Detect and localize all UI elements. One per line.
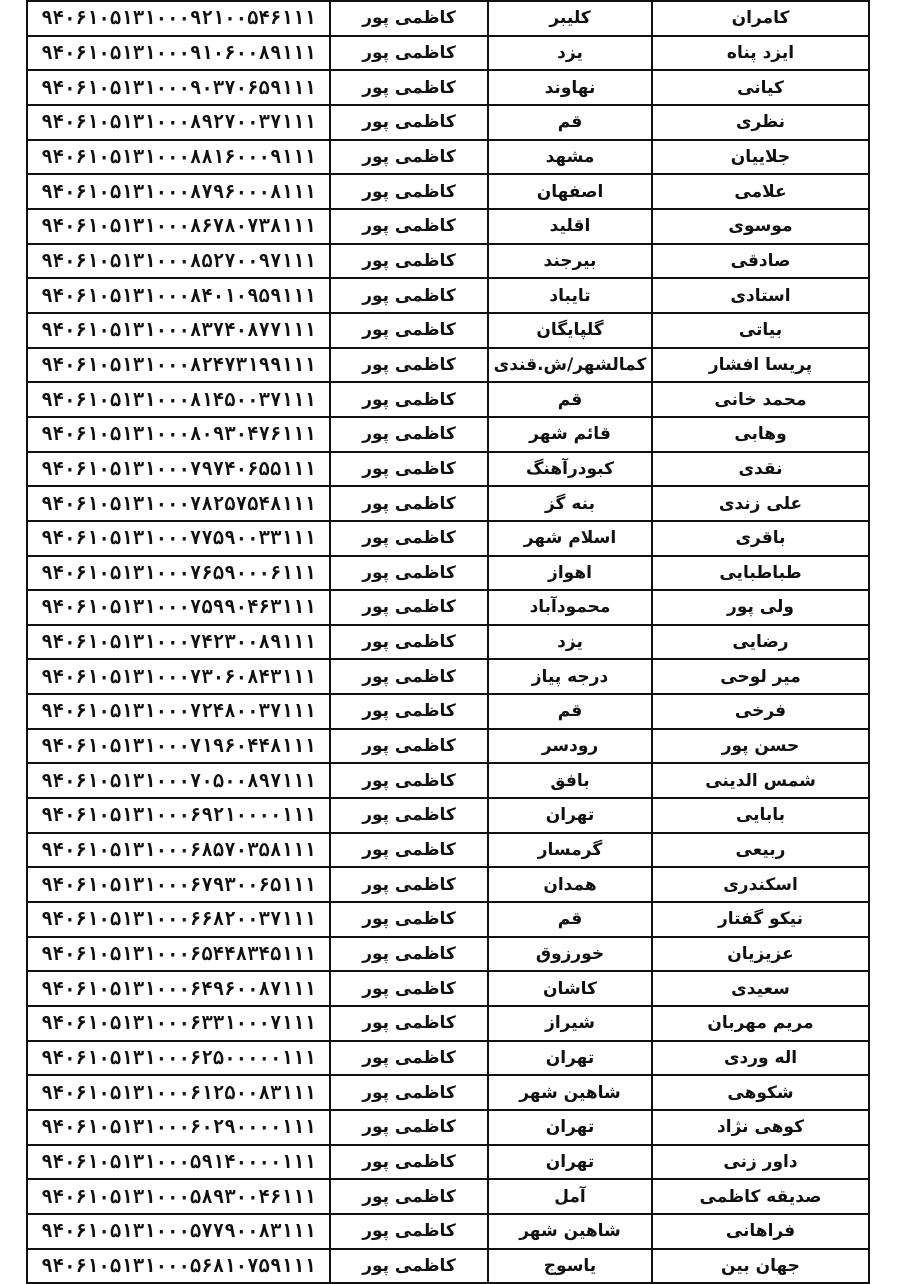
name-cell: داور زنی [652, 1145, 869, 1180]
agent-cell: کاظمی پور [330, 1249, 488, 1284]
agent-cell: کاظمی پور [330, 937, 488, 972]
code-cell: ۹۴۰۶۱۰۵۱۳۱۰۰۰۶۹۲۱۰۰۰۰۱۱۱ [27, 798, 330, 833]
code-cell: ۹۴۰۶۱۰۵۱۳۱۰۰۰۹۰۳۷۰۶۵۹۱۱۱ [27, 70, 330, 105]
agent-cell: کاظمی پور [330, 105, 488, 140]
name-cell: باقری [652, 521, 869, 556]
agent-cell: کاظمی پور [330, 590, 488, 625]
city-cell: تایباد [488, 278, 652, 313]
city-cell: اقلید [488, 209, 652, 244]
agent-cell: کاظمی پور [330, 798, 488, 833]
table-row [27, 937, 869, 972]
table-row [27, 140, 869, 175]
table-row [27, 902, 869, 937]
code-cell: ۹۴۰۶۱۰۵۱۳۱۰۰۰۶۳۳۱۰۰۰۷۱۱۱ [27, 1006, 330, 1041]
code-cell: ۹۴۰۶۱۰۵۱۳۱۰۰۰۶۵۴۴۸۳۴۵۱۱۱ [27, 937, 330, 972]
table-row [27, 1041, 869, 1076]
table-row [27, 278, 869, 313]
city-cell: همدان [488, 867, 652, 902]
city-cell: گرمسار [488, 833, 652, 868]
code-cell: ۹۴۰۶۱۰۵۱۳۱۰۰۰۷۳۰۶۰۸۴۳۱۱۱ [27, 659, 330, 694]
table-row [27, 521, 869, 556]
code-cell: ۹۴۰۶۱۰۵۱۳۱۰۰۰۷۰۵۰۰۸۹۷۱۱۱ [27, 763, 330, 798]
code-cell: ۹۴۰۶۱۰۵۱۳۱۰۰۰۷۸۲۵۷۵۴۸۱۱۱ [27, 486, 330, 521]
agent-cell: کاظمی پور [330, 209, 488, 244]
table-row [27, 625, 869, 660]
agent-cell: کاظمی پور [330, 763, 488, 798]
name-cell: استادی [652, 278, 869, 313]
records-table [26, 0, 870, 1284]
agent-cell: کاظمی پور [330, 1214, 488, 1249]
name-cell: ولی پور [652, 590, 869, 625]
name-cell: سعیدی [652, 971, 869, 1006]
city-cell: اهواز [488, 556, 652, 591]
agent-cell: کاظمی پور [330, 313, 488, 348]
name-cell: کیانی [652, 70, 869, 105]
name-cell: بیاتی [652, 313, 869, 348]
name-cell: طباطبایی [652, 556, 869, 591]
agent-cell: کاظمی پور [330, 659, 488, 694]
agent-cell: کاظمی پور [330, 36, 488, 71]
agent-cell: کاظمی پور [330, 971, 488, 1006]
city-cell: تهران [488, 1041, 652, 1076]
name-cell: نظری [652, 105, 869, 140]
name-cell: جلاییان [652, 140, 869, 175]
name-cell: کوهی نژاد [652, 1110, 869, 1145]
table-row [27, 244, 869, 279]
city-cell: شاهین شهر [488, 1214, 652, 1249]
name-cell: پریسا افشار [652, 348, 869, 383]
city-cell: تهران [488, 798, 652, 833]
agent-cell: کاظمی پور [330, 902, 488, 937]
name-cell: محمد خانی [652, 382, 869, 417]
table-row [27, 348, 869, 383]
agent-cell: کاظمی پور [330, 833, 488, 868]
name-cell: حسن پور [652, 729, 869, 764]
table-row [27, 867, 869, 902]
code-cell: ۹۴۰۶۱۰۵۱۳۱۰۰۰۵۹۱۴۰۰۰۰۱۱۱ [27, 1145, 330, 1180]
table-row [27, 798, 869, 833]
code-cell: ۹۴۰۶۱۰۵۱۳۱۰۰۰۷۵۹۹۰۴۶۳۱۱۱ [27, 590, 330, 625]
name-cell: وهابی [652, 417, 869, 452]
city-cell: کمالشهر/ش.قندی [488, 348, 652, 383]
agent-cell: کاظمی پور [330, 417, 488, 452]
code-cell: ۹۴۰۶۱۰۵۱۳۱۰۰۰۵۷۷۹۰۰۸۳۱۱۱ [27, 1214, 330, 1249]
agent-cell: کاظمی پور [330, 521, 488, 556]
name-cell: علی زندی [652, 486, 869, 521]
code-cell: ۹۴۰۶۱۰۵۱۳۱۰۰۰۶۷۹۳۰۰۶۵۱۱۱ [27, 867, 330, 902]
code-cell: ۹۴۰۶۱۰۵۱۳۱۰۰۰۸۷۹۶۰۰۰۸۱۱۱ [27, 174, 330, 209]
name-cell: صادقی [652, 244, 869, 279]
city-cell: درجه پیاز [488, 659, 652, 694]
code-cell: ۹۴۰۶۱۰۵۱۳۱۰۰۰۸۴۰۱۰۹۵۹۱۱۱ [27, 278, 330, 313]
table-row [27, 1179, 869, 1214]
code-cell: ۹۴۰۶۱۰۵۱۳۱۰۰۰۷۷۵۹۰۰۳۳۱۱۱ [27, 521, 330, 556]
city-cell: تهران [488, 1145, 652, 1180]
city-cell: محمودآباد [488, 590, 652, 625]
city-cell: کلیبر [488, 1, 652, 36]
city-cell: قم [488, 382, 652, 417]
name-cell: میر لوحی [652, 659, 869, 694]
table-row [27, 105, 869, 140]
table-row [27, 763, 869, 798]
city-cell: شیراز [488, 1006, 652, 1041]
agent-cell: کاظمی پور [330, 1179, 488, 1214]
table-row [27, 590, 869, 625]
city-cell: قم [488, 694, 652, 729]
name-cell: ربیعی [652, 833, 869, 868]
name-cell: موسوی [652, 209, 869, 244]
city-cell: تهران [488, 1110, 652, 1145]
table-row [27, 417, 869, 452]
table-row [27, 1110, 869, 1145]
code-cell: ۹۴۰۶۱۰۵۱۳۱۰۰۰۷۲۴۸۰۰۳۷۱۱۱ [27, 694, 330, 729]
code-cell: ۹۴۰۶۱۰۵۱۳۱۰۰۰۶۴۹۶۰۰۸۷۱۱۱ [27, 971, 330, 1006]
table-row [27, 36, 869, 71]
agent-cell: کاظمی پور [330, 1006, 488, 1041]
city-cell: بنه گز [488, 486, 652, 521]
code-cell: ۹۴۰۶۱۰۵۱۳۱۰۰۰۶۱۲۵۰۰۸۳۱۱۱ [27, 1075, 330, 1110]
name-cell: فراهانی [652, 1214, 869, 1249]
table-row [27, 1006, 869, 1041]
agent-cell: کاظمی پور [330, 694, 488, 729]
agent-cell: کاظمی پور [330, 1, 488, 36]
table-row [27, 1145, 869, 1180]
table-row [27, 729, 869, 764]
agent-cell: کاظمی پور [330, 278, 488, 313]
agent-cell: کاظمی پور [330, 382, 488, 417]
code-cell: ۹۴۰۶۱۰۵۱۳۱۰۰۰۸۱۴۵۰۰۳۷۱۱۱ [27, 382, 330, 417]
agent-cell: کاظمی پور [330, 1110, 488, 1145]
city-cell: یزد [488, 36, 652, 71]
name-cell: اسکندری [652, 867, 869, 902]
table-row [27, 313, 869, 348]
code-cell: ۹۴۰۶۱۰۵۱۳۱۰۰۰۹۱۰۶۰۰۸۹۱۱۱ [27, 36, 330, 71]
agent-cell: کاظمی پور [330, 556, 488, 591]
code-cell: ۹۴۰۶۱۰۵۱۳۱۰۰۰۸۲۴۷۳۱۹۹۱۱۱ [27, 348, 330, 383]
agent-cell: کاظمی پور [330, 1041, 488, 1076]
city-cell: قم [488, 902, 652, 937]
name-cell: نیکو گفتار [652, 902, 869, 937]
city-cell: قائم شهر [488, 417, 652, 452]
city-cell: قم [488, 105, 652, 140]
code-cell: ۹۴۰۶۱۰۵۱۳۱۰۰۰۸۵۲۷۰۰۹۷۱۱۱ [27, 244, 330, 279]
table-row [27, 486, 869, 521]
code-cell: ۹۴۰۶۱۰۵۱۳۱۰۰۰۶۸۵۷۰۳۵۸۱۱۱ [27, 833, 330, 868]
table-row [27, 833, 869, 868]
city-cell: کبودرآهنگ [488, 452, 652, 487]
city-cell: کاشان [488, 971, 652, 1006]
table-row [27, 209, 869, 244]
name-cell: جهان بین [652, 1249, 869, 1284]
city-cell: مشهد [488, 140, 652, 175]
name-cell: شمس الدینی [652, 763, 869, 798]
table-row [27, 1075, 869, 1110]
table-row [27, 971, 869, 1006]
code-cell: ۹۴۰۶۱۰۵۱۳۱۰۰۰۸۳۷۴۰۸۷۷۱۱۱ [27, 313, 330, 348]
table-row [27, 694, 869, 729]
city-cell: شاهین شهر [488, 1075, 652, 1110]
name-cell: ایزد پناه [652, 36, 869, 71]
name-cell: صدیقه کاظمی [652, 1179, 869, 1214]
name-cell: کامران [652, 1, 869, 36]
name-cell: رضایی [652, 625, 869, 660]
code-cell: ۹۴۰۶۱۰۵۱۳۱۰۰۰۸۶۷۸۰۷۳۸۱۱۱ [27, 209, 330, 244]
city-cell: رودسر [488, 729, 652, 764]
agent-cell: کاظمی پور [330, 1075, 488, 1110]
code-cell: ۹۴۰۶۱۰۵۱۳۱۰۰۰۶۰۲۹۰۰۰۰۱۱۱ [27, 1110, 330, 1145]
table-row [27, 1249, 869, 1284]
city-cell: نهاوند [488, 70, 652, 105]
city-cell: گلپایگان [488, 313, 652, 348]
table-row [27, 174, 869, 209]
city-cell: آمل [488, 1179, 652, 1214]
agent-cell: کاظمی پور [330, 867, 488, 902]
city-cell: خورزوق [488, 937, 652, 972]
name-cell: عزیزیان [652, 937, 869, 972]
code-cell: ۹۴۰۶۱۰۵۱۳۱۰۰۰۷۱۹۶۰۴۴۸۱۱۱ [27, 729, 330, 764]
city-cell: یاسوج [488, 1249, 652, 1284]
table-row [27, 1214, 869, 1249]
agent-cell: کاظمی پور [330, 70, 488, 105]
table-row [27, 1, 869, 36]
agent-cell: کاظمی پور [330, 174, 488, 209]
name-cell: مریم مهربان [652, 1006, 869, 1041]
city-cell: بافق [488, 763, 652, 798]
code-cell: ۹۴۰۶۱۰۵۱۳۱۰۰۰۸۸۱۶۰۰۰۹۱۱۱ [27, 140, 330, 175]
records-table-body [27, 1, 869, 1283]
agent-cell: کاظمی پور [330, 625, 488, 660]
name-cell: شکوهی [652, 1075, 869, 1110]
city-cell: بیرجند [488, 244, 652, 279]
code-cell: ۹۴۰۶۱۰۵۱۳۱۰۰۰۸۰۹۳۰۴۷۶۱۱۱ [27, 417, 330, 452]
code-cell: ۹۴۰۶۱۰۵۱۳۱۰۰۰۵۸۹۳۰۰۴۶۱۱۱ [27, 1179, 330, 1214]
name-cell: نقدی [652, 452, 869, 487]
document-sheet [26, 0, 868, 1284]
table-row [27, 70, 869, 105]
table-row [27, 659, 869, 694]
code-cell: ۹۴۰۶۱۰۵۱۳۱۰۰۰۹۲۱۰۰۵۴۶۱۱۱ [27, 1, 330, 36]
table-row [27, 556, 869, 591]
city-cell: اصفهان [488, 174, 652, 209]
code-cell: ۹۴۰۶۱۰۵۱۳۱۰۰۰۷۴۲۳۰۰۸۹۱۱۱ [27, 625, 330, 660]
agent-cell: کاظمی پور [330, 244, 488, 279]
code-cell: ۹۴۰۶۱۰۵۱۳۱۰۰۰۷۶۵۹۰۰۰۶۱۱۱ [27, 556, 330, 591]
code-cell: ۹۴۰۶۱۰۵۱۳۱۰۰۰۸۹۲۷۰۰۳۷۱۱۱ [27, 105, 330, 140]
code-cell: ۹۴۰۶۱۰۵۱۳۱۰۰۰۶۲۵۰۰۰۰۰۱۱۱ [27, 1041, 330, 1076]
table-row [27, 382, 869, 417]
city-cell: یزد [488, 625, 652, 660]
name-cell: علامی [652, 174, 869, 209]
agent-cell: کاظمی پور [330, 452, 488, 487]
city-cell: اسلام شهر [488, 521, 652, 556]
code-cell: ۹۴۰۶۱۰۵۱۳۱۰۰۰۷۹۷۴۰۶۵۵۱۱۱ [27, 452, 330, 487]
name-cell: فرخی [652, 694, 869, 729]
table-row [27, 452, 869, 487]
code-cell: ۹۴۰۶۱۰۵۱۳۱۰۰۰۶۶۸۲۰۰۳۷۱۱۱ [27, 902, 330, 937]
agent-cell: کاظمی پور [330, 486, 488, 521]
name-cell: اله وردی [652, 1041, 869, 1076]
code-cell: ۹۴۰۶۱۰۵۱۳۱۰۰۰۵۶۸۱۰۷۵۹۱۱۱ [27, 1249, 330, 1284]
agent-cell: کاظمی پور [330, 140, 488, 175]
agent-cell: کاظمی پور [330, 1145, 488, 1180]
name-cell: بابایی [652, 798, 869, 833]
agent-cell: کاظمی پور [330, 348, 488, 383]
agent-cell: کاظمی پور [330, 729, 488, 764]
